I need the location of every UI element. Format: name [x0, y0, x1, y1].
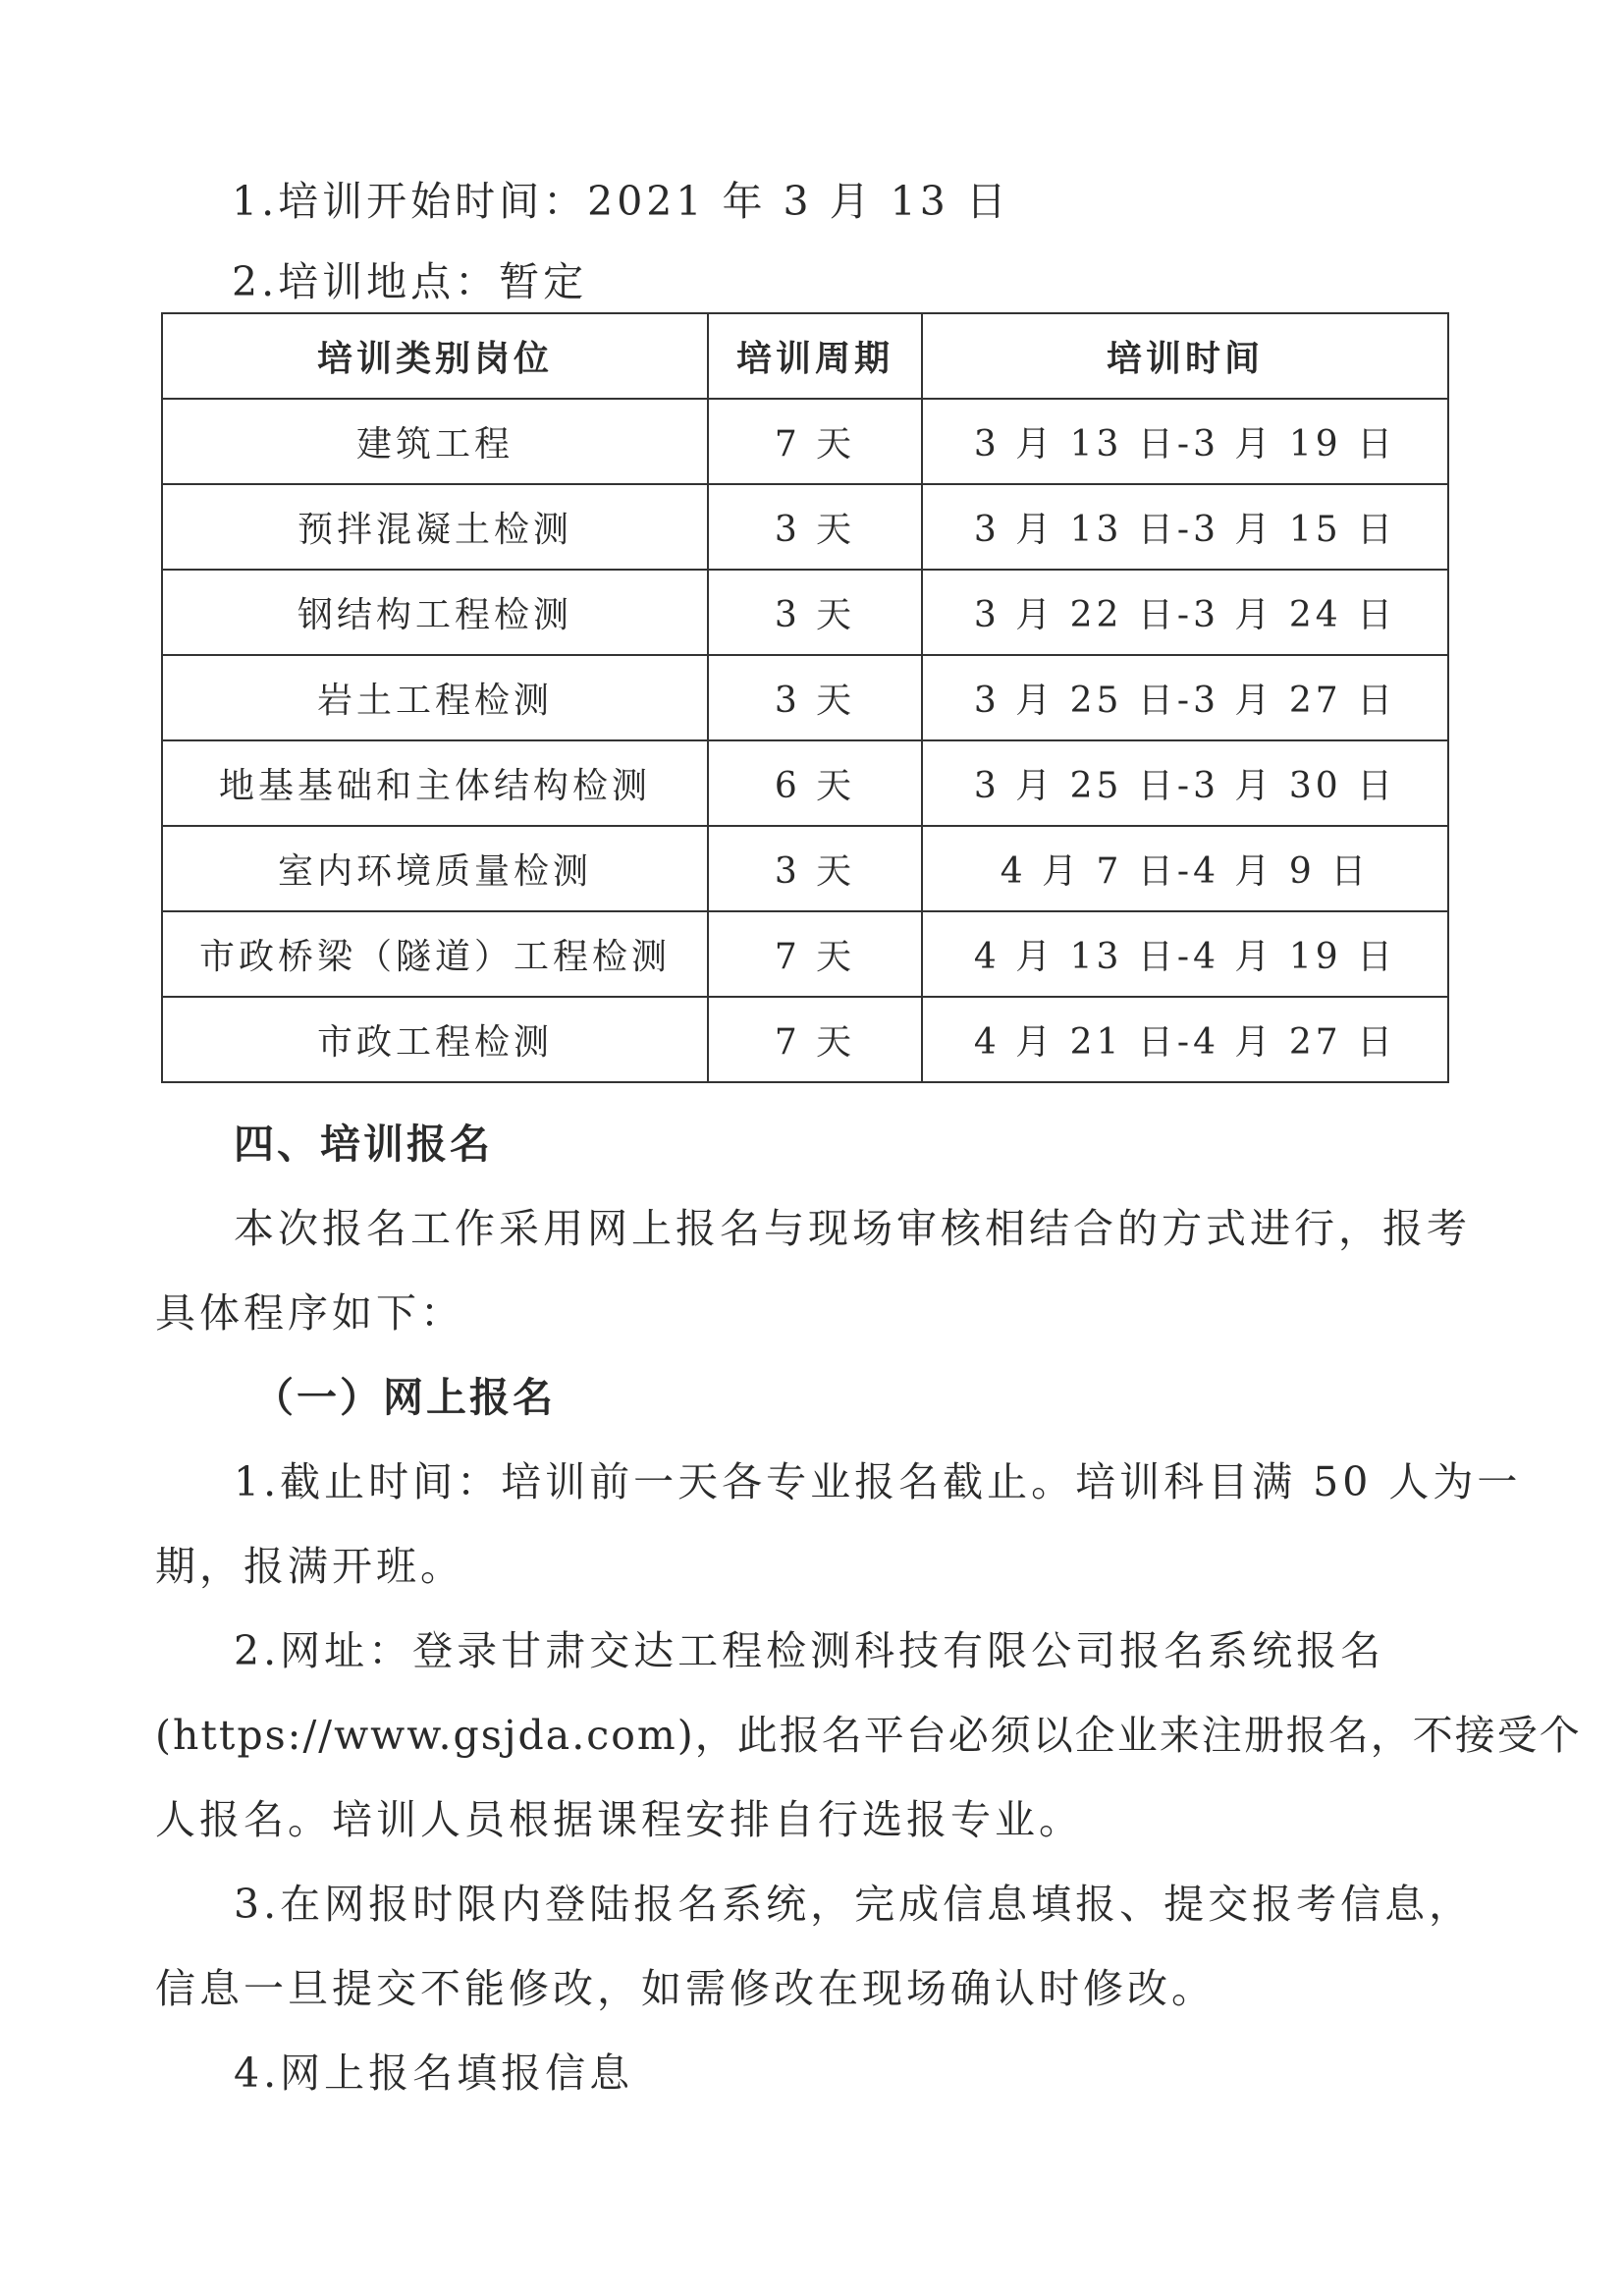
- paragraph-line: 4.网上报名填报信息: [234, 2050, 634, 2097]
- header-period: 培训周期: [708, 313, 922, 399]
- start-time-line: 1.培训开始时间：2021 年 3 月 13 日: [232, 178, 1010, 225]
- header-time: 培训时间: [922, 313, 1448, 399]
- cell-period: 3 天: [708, 655, 922, 740]
- cell-category: 建筑工程: [162, 399, 708, 484]
- cell-time: 4 月 13 日-4 月 19 日: [922, 911, 1448, 997]
- cell-time: 3 月 22 日-3 月 24 日: [922, 570, 1448, 655]
- cell-time: 3 月 25 日-3 月 30 日: [922, 740, 1448, 826]
- cell-period: 7 天: [708, 997, 922, 1082]
- table-row: [162, 399, 1448, 484]
- training-schedule-table: [161, 312, 1449, 1083]
- cell-period: 3 天: [708, 826, 922, 911]
- section-four-title: 四、培训报名: [234, 1121, 493, 1168]
- cell-period: 6 天: [708, 740, 922, 826]
- paragraph-line: 本次报名工作采用网上报名与现场审核相结合的方式进行，报考: [234, 1205, 1471, 1252]
- cell-time: 3 月 13 日-3 月 19 日: [922, 399, 1448, 484]
- cell-time: 4 月 7 日-4 月 9 日: [922, 826, 1448, 911]
- cell-category: 钢结构工程检测: [162, 570, 708, 655]
- paragraph-line: 期，报满开班。: [155, 1543, 464, 1590]
- table-row: [162, 826, 1448, 911]
- cell-time: 4 月 21 日-4 月 27 日: [922, 997, 1448, 1082]
- cell-period: 3 天: [708, 484, 922, 570]
- table-header-row: [162, 313, 1448, 399]
- cell-category: 岩土工程检测: [162, 655, 708, 740]
- table-row: [162, 570, 1448, 655]
- table-row: [162, 740, 1448, 826]
- paragraph-line: 信息一旦提交不能修改，如需修改在现场确认时修改。: [155, 1965, 1216, 2012]
- cell-category: 市政工程检测: [162, 997, 708, 1082]
- table-row: [162, 655, 1448, 740]
- cell-time: 3 月 25 日-3 月 27 日: [922, 655, 1448, 740]
- location-line: 2.培训地点：暂定: [232, 258, 588, 305]
- subsection-title: （一）网上报名: [253, 1374, 556, 1421]
- cell-category: 预拌混凝土检测: [162, 484, 708, 570]
- table-row: [162, 997, 1448, 1082]
- cell-category: 室内环境质量检测: [162, 826, 708, 911]
- paragraph-line: 1.截止时间：培训前一天各专业报名截止。培训科目满 50 人为一: [234, 1458, 1522, 1505]
- cell-category: 地基基础和主体结构检测: [162, 740, 708, 826]
- paragraph-line: (https://www.gsjda.com)，此报名平台必须以企业来注册报名，不接受个: [155, 1712, 1582, 1759]
- paragraph-line: 2.网址：登录甘肃交达工程检测科技有限公司报名系统报名: [234, 1627, 1385, 1674]
- table-row: [162, 484, 1448, 570]
- paragraph-line: 人报名。培训人员根据课程安排自行选报专业。: [155, 1796, 1083, 1843]
- cell-period: 3 天: [708, 570, 922, 655]
- cell-period: 7 天: [708, 399, 922, 484]
- table-row: [162, 911, 1448, 997]
- cell-time: 3 月 13 日-3 月 15 日: [922, 484, 1448, 570]
- paragraph-line: 3.在网报时限内登陆报名系统，完成信息填报、提交报考信息，: [234, 1881, 1474, 1928]
- cell-category: 市政桥梁（隧道）工程检测: [162, 911, 708, 997]
- cell-period: 7 天: [708, 911, 922, 997]
- header-category: 培训类别岗位: [162, 313, 708, 399]
- paragraph-line: 具体程序如下：: [155, 1289, 464, 1337]
